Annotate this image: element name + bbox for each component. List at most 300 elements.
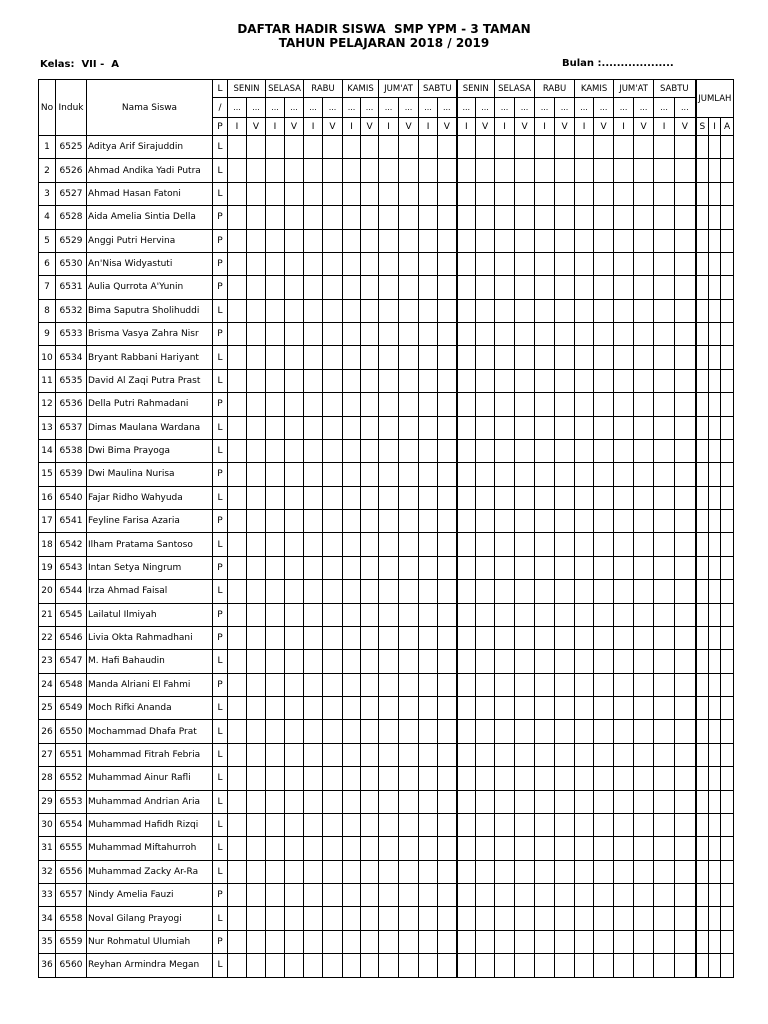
attendance-cell — [343, 626, 361, 649]
attendance-cell — [285, 790, 304, 813]
sub-header-v: V — [675, 118, 696, 136]
attendance-cell — [266, 767, 285, 790]
attendance-cell — [515, 697, 535, 720]
student-induk: 6531 — [56, 276, 87, 299]
attendance-cell — [535, 486, 555, 509]
attendance-cell — [343, 954, 361, 977]
attendance-cell — [399, 346, 419, 369]
attendance-cell — [419, 136, 438, 159]
attendance-cell — [266, 182, 285, 205]
total-alpa-cell — [721, 486, 734, 509]
attendance-cell — [285, 393, 304, 416]
attendance-cell — [675, 907, 696, 930]
attendance-cell — [304, 954, 323, 977]
date-placeholder: ... — [594, 98, 614, 118]
total-alpa-cell — [721, 533, 734, 556]
attendance-cell — [634, 416, 654, 439]
attendance-cell — [495, 860, 515, 883]
attendance-cell — [419, 299, 438, 322]
student-name: Manda Alriani El Fahmi — [87, 673, 213, 696]
attendance-cell — [379, 369, 399, 392]
attendance-cell — [535, 463, 555, 486]
attendance-cell — [266, 837, 285, 860]
attendance-cell — [575, 580, 594, 603]
col-header-jumlah: JUMLAH — [696, 80, 734, 118]
attendance-cell — [495, 369, 515, 392]
student-induk: 6539 — [56, 463, 87, 486]
student-name: Brisma Vasya Zahra Nisr — [87, 323, 213, 346]
attendance-cell — [575, 323, 594, 346]
attendance-cell — [399, 673, 419, 696]
student-gender: L — [213, 650, 228, 673]
attendance-cell — [228, 930, 247, 953]
attendance-cell — [285, 884, 304, 907]
attendance-cell — [228, 860, 247, 883]
attendance-cell — [515, 299, 535, 322]
attendance-cell — [247, 697, 266, 720]
attendance-cell — [438, 393, 457, 416]
attendance-cell — [634, 159, 654, 182]
attendance-cell — [575, 393, 594, 416]
attendance-cell — [476, 486, 495, 509]
attendance-cell — [654, 767, 675, 790]
attendance-cell — [247, 907, 266, 930]
attendance-cell — [323, 697, 343, 720]
total-izin-cell — [709, 790, 721, 813]
attendance-cell — [654, 860, 675, 883]
attendance-cell — [476, 556, 495, 579]
attendance-cell — [457, 720, 476, 743]
attendance-cell — [614, 416, 634, 439]
attendance-cell — [228, 206, 247, 229]
attendance-cell — [634, 299, 654, 322]
attendance-cell — [614, 182, 634, 205]
attendance-cell — [457, 884, 476, 907]
attendance-cell — [614, 299, 634, 322]
student-no: 17 — [39, 510, 56, 533]
date-placeholder: ... — [228, 98, 247, 118]
attendance-cell — [343, 463, 361, 486]
attendance-cell — [515, 159, 535, 182]
date-placeholder: ... — [634, 98, 654, 118]
attendance-cell — [495, 416, 515, 439]
attendance-cell — [675, 439, 696, 462]
table-row — [39, 697, 734, 720]
attendance-cell — [304, 767, 323, 790]
attendance-cell — [228, 743, 247, 766]
attendance-cell — [438, 159, 457, 182]
student-gender: L — [213, 346, 228, 369]
attendance-cell — [457, 697, 476, 720]
attendance-cell — [379, 884, 399, 907]
attendance-cell — [247, 813, 266, 836]
attendance-cell — [285, 463, 304, 486]
student-name: Mohammad Fitrah Febria — [87, 743, 213, 766]
attendance-cell — [285, 673, 304, 696]
attendance-cell — [476, 159, 495, 182]
attendance-cell — [594, 813, 614, 836]
attendance-cell — [438, 416, 457, 439]
attendance-cell — [555, 252, 575, 275]
student-no: 28 — [39, 767, 56, 790]
total-alpa-cell — [721, 416, 734, 439]
student-no: 27 — [39, 743, 56, 766]
attendance-cell — [515, 720, 535, 743]
attendance-cell — [654, 369, 675, 392]
student-induk: 6545 — [56, 603, 87, 626]
attendance-cell — [495, 790, 515, 813]
date-placeholder: ... — [575, 98, 594, 118]
attendance-cell — [379, 533, 399, 556]
attendance-cell — [399, 930, 419, 953]
student-name: Muhammad Miftahurroh — [87, 837, 213, 860]
student-name: Noval Gilang Prayogi — [87, 907, 213, 930]
attendance-cell — [438, 439, 457, 462]
attendance-cell — [379, 813, 399, 836]
student-no: 1 — [39, 136, 56, 159]
attendance-cell — [361, 673, 379, 696]
attendance-cell — [419, 650, 438, 673]
attendance-cell — [323, 673, 343, 696]
attendance-cell — [399, 439, 419, 462]
date-placeholder: ... — [515, 98, 535, 118]
student-gender: P — [213, 393, 228, 416]
attendance-cell — [343, 416, 361, 439]
student-gender: P — [213, 930, 228, 953]
attendance-cell — [457, 299, 476, 322]
attendance-cell — [285, 626, 304, 649]
total-izin-cell — [709, 767, 721, 790]
attendance-cell — [614, 813, 634, 836]
table-row — [39, 930, 734, 953]
attendance-cell — [361, 346, 379, 369]
attendance-cell — [361, 229, 379, 252]
attendance-cell — [575, 720, 594, 743]
student-name: Anggi Putri Hervina — [87, 229, 213, 252]
class-label: Kelas: VII - A — [40, 59, 119, 70]
attendance-cell — [228, 182, 247, 205]
attendance-cell — [285, 767, 304, 790]
attendance-cell — [419, 206, 438, 229]
attendance-cell — [247, 767, 266, 790]
attendance-cell — [266, 930, 285, 953]
attendance-cell — [575, 813, 594, 836]
day-header: JUM'AT — [379, 80, 419, 98]
attendance-cell — [304, 720, 323, 743]
student-induk: 6560 — [56, 954, 87, 977]
attendance-cell — [399, 206, 419, 229]
attendance-cell — [535, 930, 555, 953]
attendance-cell — [343, 136, 361, 159]
student-gender: L — [213, 159, 228, 182]
attendance-cell — [361, 837, 379, 860]
student-induk: 6534 — [56, 346, 87, 369]
attendance-cell — [495, 813, 515, 836]
student-no: 21 — [39, 603, 56, 626]
attendance-cell — [266, 229, 285, 252]
total-alpa-cell — [721, 229, 734, 252]
attendance-table — [38, 79, 734, 978]
attendance-cell — [614, 556, 634, 579]
attendance-cell — [634, 323, 654, 346]
col-header-gender-slash: / — [213, 98, 228, 118]
attendance-cell — [614, 767, 634, 790]
attendance-cell — [228, 954, 247, 977]
attendance-cell — [285, 837, 304, 860]
attendance-cell — [323, 486, 343, 509]
attendance-cell — [476, 954, 495, 977]
attendance-cell — [247, 486, 266, 509]
attendance-cell — [266, 580, 285, 603]
attendance-cell — [535, 299, 555, 322]
col-header-induk: Induk — [56, 80, 87, 136]
total-alpa-cell — [721, 860, 734, 883]
attendance-cell — [457, 206, 476, 229]
attendance-cell — [399, 813, 419, 836]
attendance-cell — [228, 276, 247, 299]
attendance-cell — [495, 182, 515, 205]
attendance-cell — [614, 837, 634, 860]
attendance-cell — [419, 954, 438, 977]
student-name: Nindy Amelia Fauzi — [87, 884, 213, 907]
total-izin-cell — [709, 206, 721, 229]
total-alpa-cell — [721, 697, 734, 720]
attendance-cell — [343, 346, 361, 369]
attendance-cell — [654, 393, 675, 416]
table-row — [39, 626, 734, 649]
student-no: 29 — [39, 790, 56, 813]
attendance-cell — [379, 673, 399, 696]
total-sakit-cell — [696, 463, 709, 486]
attendance-cell — [361, 697, 379, 720]
attendance-cell — [614, 393, 634, 416]
attendance-cell — [247, 393, 266, 416]
attendance-cell — [675, 159, 696, 182]
attendance-cell — [476, 626, 495, 649]
attendance-cell — [675, 884, 696, 907]
attendance-cell — [228, 369, 247, 392]
attendance-cell — [323, 720, 343, 743]
total-sakit-cell — [696, 580, 709, 603]
attendance-cell — [343, 299, 361, 322]
attendance-cell — [675, 182, 696, 205]
attendance-cell — [476, 136, 495, 159]
student-name: Dimas Maulana Wardana — [87, 416, 213, 439]
attendance-cell — [495, 346, 515, 369]
total-alpa-cell — [721, 299, 734, 322]
total-alpa-cell — [721, 159, 734, 182]
attendance-cell — [575, 954, 594, 977]
attendance-cell — [555, 556, 575, 579]
attendance-cell — [438, 697, 457, 720]
attendance-cell — [495, 463, 515, 486]
attendance-cell — [614, 486, 634, 509]
total-alpa-cell — [721, 182, 734, 205]
attendance-cell — [304, 393, 323, 416]
attendance-cell — [228, 533, 247, 556]
attendance-cell — [594, 954, 614, 977]
attendance-cell — [266, 510, 285, 533]
attendance-cell — [457, 439, 476, 462]
attendance-cell — [361, 416, 379, 439]
student-induk: 6529 — [56, 229, 87, 252]
attendance-cell — [266, 813, 285, 836]
student-name: Aulia Qurrota A'Yunin — [87, 276, 213, 299]
attendance-cell — [399, 182, 419, 205]
attendance-cell — [614, 510, 634, 533]
attendance-cell — [266, 743, 285, 766]
attendance-cell — [419, 743, 438, 766]
total-sakit-cell — [696, 299, 709, 322]
attendance-cell — [304, 229, 323, 252]
sub-header-izin: I — [709, 118, 721, 136]
attendance-cell — [476, 299, 495, 322]
attendance-cell — [247, 416, 266, 439]
total-alpa-cell — [721, 720, 734, 743]
attendance-cell — [361, 743, 379, 766]
attendance-cell — [419, 369, 438, 392]
student-gender: L — [213, 439, 228, 462]
attendance-cell — [614, 206, 634, 229]
attendance-cell — [555, 229, 575, 252]
attendance-cell — [323, 743, 343, 766]
total-izin-cell — [709, 720, 721, 743]
student-name: Dwi Maulina Nurisa — [87, 463, 213, 486]
attendance-cell — [323, 790, 343, 813]
attendance-cell — [419, 580, 438, 603]
attendance-cell — [555, 837, 575, 860]
attendance-cell — [399, 580, 419, 603]
attendance-cell — [476, 206, 495, 229]
attendance-cell — [515, 673, 535, 696]
attendance-cell — [304, 439, 323, 462]
attendance-cell — [575, 860, 594, 883]
attendance-cell — [379, 626, 399, 649]
attendance-cell — [438, 673, 457, 696]
attendance-cell — [457, 369, 476, 392]
sub-header-v: V — [515, 118, 535, 136]
attendance-cell — [654, 930, 675, 953]
attendance-cell — [343, 697, 361, 720]
attendance-cell — [634, 533, 654, 556]
attendance-cell — [419, 837, 438, 860]
total-izin-cell — [709, 650, 721, 673]
attendance-cell — [323, 907, 343, 930]
total-izin-cell — [709, 556, 721, 579]
attendance-cell — [419, 860, 438, 883]
attendance-cell — [379, 650, 399, 673]
total-alpa-cell — [721, 252, 734, 275]
attendance-cell — [654, 299, 675, 322]
attendance-cell — [457, 229, 476, 252]
attendance-cell — [438, 860, 457, 883]
attendance-cell — [304, 603, 323, 626]
document-title — [0, 22, 768, 50]
attendance-cell — [399, 743, 419, 766]
attendance-cell — [675, 510, 696, 533]
total-sakit-cell — [696, 533, 709, 556]
total-izin-cell — [709, 884, 721, 907]
attendance-cell — [457, 813, 476, 836]
attendance-cell — [419, 697, 438, 720]
attendance-cell — [594, 767, 614, 790]
table-row — [39, 252, 734, 275]
attendance-cell — [555, 463, 575, 486]
attendance-cell — [379, 136, 399, 159]
attendance-cell — [675, 813, 696, 836]
attendance-cell — [343, 439, 361, 462]
date-placeholder: ... — [614, 98, 634, 118]
student-gender: L — [213, 369, 228, 392]
date-placeholder: ... — [675, 98, 696, 118]
attendance-cell — [323, 369, 343, 392]
attendance-cell — [438, 907, 457, 930]
attendance-cell — [304, 510, 323, 533]
attendance-cell — [457, 580, 476, 603]
attendance-cell — [535, 346, 555, 369]
student-name: Irza Ahmad Faisal — [87, 580, 213, 603]
attendance-cell — [675, 603, 696, 626]
attendance-cell — [476, 182, 495, 205]
attendance-cell — [675, 136, 696, 159]
attendance-cell — [379, 556, 399, 579]
attendance-cell — [361, 884, 379, 907]
attendance-cell — [495, 252, 515, 275]
attendance-cell — [575, 299, 594, 322]
attendance-cell — [614, 626, 634, 649]
attendance-cell — [594, 206, 614, 229]
attendance-cell — [634, 767, 654, 790]
total-alpa-cell — [721, 813, 734, 836]
attendance-cell — [535, 276, 555, 299]
attendance-cell — [476, 767, 495, 790]
attendance-cell — [634, 884, 654, 907]
attendance-cell — [285, 860, 304, 883]
attendance-cell — [379, 930, 399, 953]
attendance-cell — [495, 556, 515, 579]
date-placeholder: ... — [361, 98, 379, 118]
attendance-cell — [285, 486, 304, 509]
attendance-cell — [495, 697, 515, 720]
student-name: Bima Saputra Sholihuddi — [87, 299, 213, 322]
attendance-cell — [634, 930, 654, 953]
total-sakit-cell — [696, 159, 709, 182]
student-name: Muhammad Hafidh Rizqi — [87, 813, 213, 836]
attendance-cell — [228, 346, 247, 369]
attendance-cell — [476, 276, 495, 299]
attendance-cell — [515, 907, 535, 930]
student-name: Ahmad Andika Yadi Putra — [87, 159, 213, 182]
attendance-cell — [555, 510, 575, 533]
attendance-cell — [495, 229, 515, 252]
attendance-cell — [675, 697, 696, 720]
attendance-cell — [594, 252, 614, 275]
student-gender: P — [213, 556, 228, 579]
table-row — [39, 603, 734, 626]
attendance-cell — [654, 626, 675, 649]
total-alpa-cell — [721, 603, 734, 626]
attendance-cell — [228, 510, 247, 533]
attendance-cell — [654, 510, 675, 533]
student-gender: L — [213, 416, 228, 439]
attendance-cell — [614, 673, 634, 696]
attendance-cell — [247, 580, 266, 603]
attendance-cell — [675, 252, 696, 275]
attendance-cell — [476, 510, 495, 533]
attendance-cell — [343, 767, 361, 790]
total-izin-cell — [709, 510, 721, 533]
attendance-cell — [361, 907, 379, 930]
